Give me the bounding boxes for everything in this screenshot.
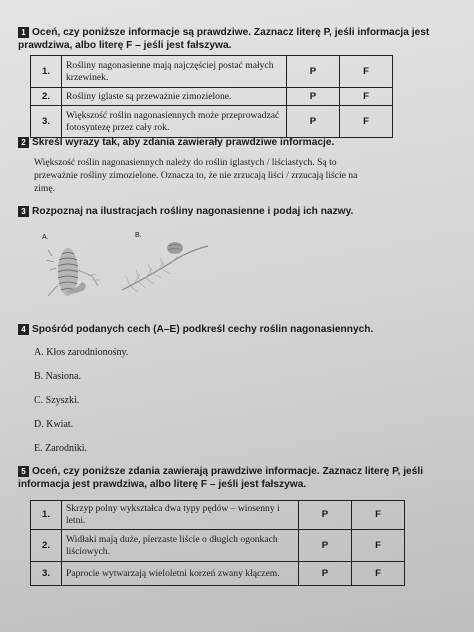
row-number: 1. bbox=[31, 501, 62, 530]
question-1 bbox=[18, 26, 448, 52]
row-number: 2. bbox=[31, 88, 62, 106]
question-number: 1 bbox=[18, 27, 29, 38]
spruce-cone-illustration bbox=[38, 230, 108, 300]
option-p[interactable]: P bbox=[299, 501, 352, 530]
option-f[interactable]: F bbox=[352, 530, 405, 562]
q1-table bbox=[30, 55, 393, 138]
table-row bbox=[31, 56, 393, 88]
option-c[interactable]: C. Szyszki. bbox=[34, 395, 80, 406]
question-number: 2 bbox=[18, 137, 29, 148]
option-p[interactable]: P bbox=[299, 530, 352, 562]
question-text: Rozpoznaj na ilustracjach rośliny nagonasienne i podaj ich nazwy. bbox=[32, 206, 354, 217]
table-row bbox=[31, 501, 405, 530]
option-p[interactable]: P bbox=[287, 88, 340, 106]
illustration-label-b: B. bbox=[135, 232, 142, 239]
option-f[interactable]: F bbox=[340, 106, 393, 138]
question-text: Oceń, czy poniższe zdania zawierają prawdziwe informacje. Zaznacz literę P, jeśli informacja jest prawdziwa, albo literę F – jeśli jest fałszywa. bbox=[18, 466, 424, 490]
option-p[interactable]: P bbox=[299, 562, 352, 586]
row-statement: Widłaki mają duże, pierzaste liście o długich ogonkach liściowych. bbox=[62, 530, 299, 562]
question-2 bbox=[18, 136, 448, 149]
option-f[interactable]: F bbox=[352, 501, 405, 530]
option-f[interactable]: F bbox=[352, 562, 405, 586]
option-d[interactable]: D. Kwiat. bbox=[34, 419, 74, 430]
table-row bbox=[31, 530, 405, 562]
row-statement: Większość roślin nagonasiennych może przeprowadzać fotosyntezę przez cały rok. bbox=[62, 106, 287, 138]
option-e[interactable]: E. Zarodniki. bbox=[34, 443, 88, 454]
question-number: 5 bbox=[18, 466, 29, 477]
q2-paragraph: Większość roślin nagonasiennych należy do roślin iglastych / liściastych. Są to przeważnie rośliny zimozielone. Oznacza to, że nie zrzucają liści / zrzucają liście na zimę. bbox=[34, 157, 358, 194]
question-text: Oceń, czy poniższe informacje są prawdziwe. Zaznacz literę P, jeśli informacja jest prawdziwa, albo literę F – jeśli jest fałszywa. bbox=[18, 27, 430, 51]
question-5 bbox=[18, 465, 448, 491]
row-number: 1. bbox=[31, 56, 62, 88]
question-text: Spośród podanych cech (A–E) podkreśl cechy roślin nagonasiennych. bbox=[32, 324, 374, 335]
question-4 bbox=[18, 323, 448, 336]
question-3 bbox=[18, 205, 448, 218]
pine-branch-illustration bbox=[120, 236, 215, 296]
row-statement: Rośliny iglaste są przeważnie zimozielone. bbox=[62, 88, 287, 106]
option-f[interactable]: F bbox=[340, 56, 393, 88]
table-row bbox=[31, 562, 405, 586]
option-b[interactable]: B. Nasiona. bbox=[34, 371, 81, 382]
row-number: 3. bbox=[31, 106, 62, 138]
table-row bbox=[31, 106, 393, 138]
row-number: 3. bbox=[31, 562, 62, 586]
question-number: 4 bbox=[18, 324, 29, 335]
row-statement: Rośliny nagonasienne mają najczęściej postać małych krzewinek. bbox=[62, 56, 287, 88]
q5-table bbox=[30, 500, 405, 586]
row-number: 2. bbox=[31, 530, 62, 562]
row-statement: Paprocie wytwarzają wieloletni korzeń zwany kłączem. bbox=[62, 562, 299, 586]
option-f[interactable]: F bbox=[340, 88, 393, 106]
option-p[interactable]: P bbox=[287, 56, 340, 88]
illustration-label-a: A. bbox=[42, 234, 49, 241]
option-p[interactable]: P bbox=[287, 106, 340, 138]
row-statement: Skrzyp polny wykształca dwa typy pędów – wiosenny i letni. bbox=[62, 501, 299, 530]
question-text: Skreśl wyrazy tak, aby zdania zawierały prawdziwe informacje. bbox=[32, 137, 335, 148]
table-row bbox=[31, 88, 393, 106]
question-number: 3 bbox=[18, 206, 29, 217]
option-a[interactable]: A. Kłos zarodnionośny. bbox=[34, 347, 129, 358]
